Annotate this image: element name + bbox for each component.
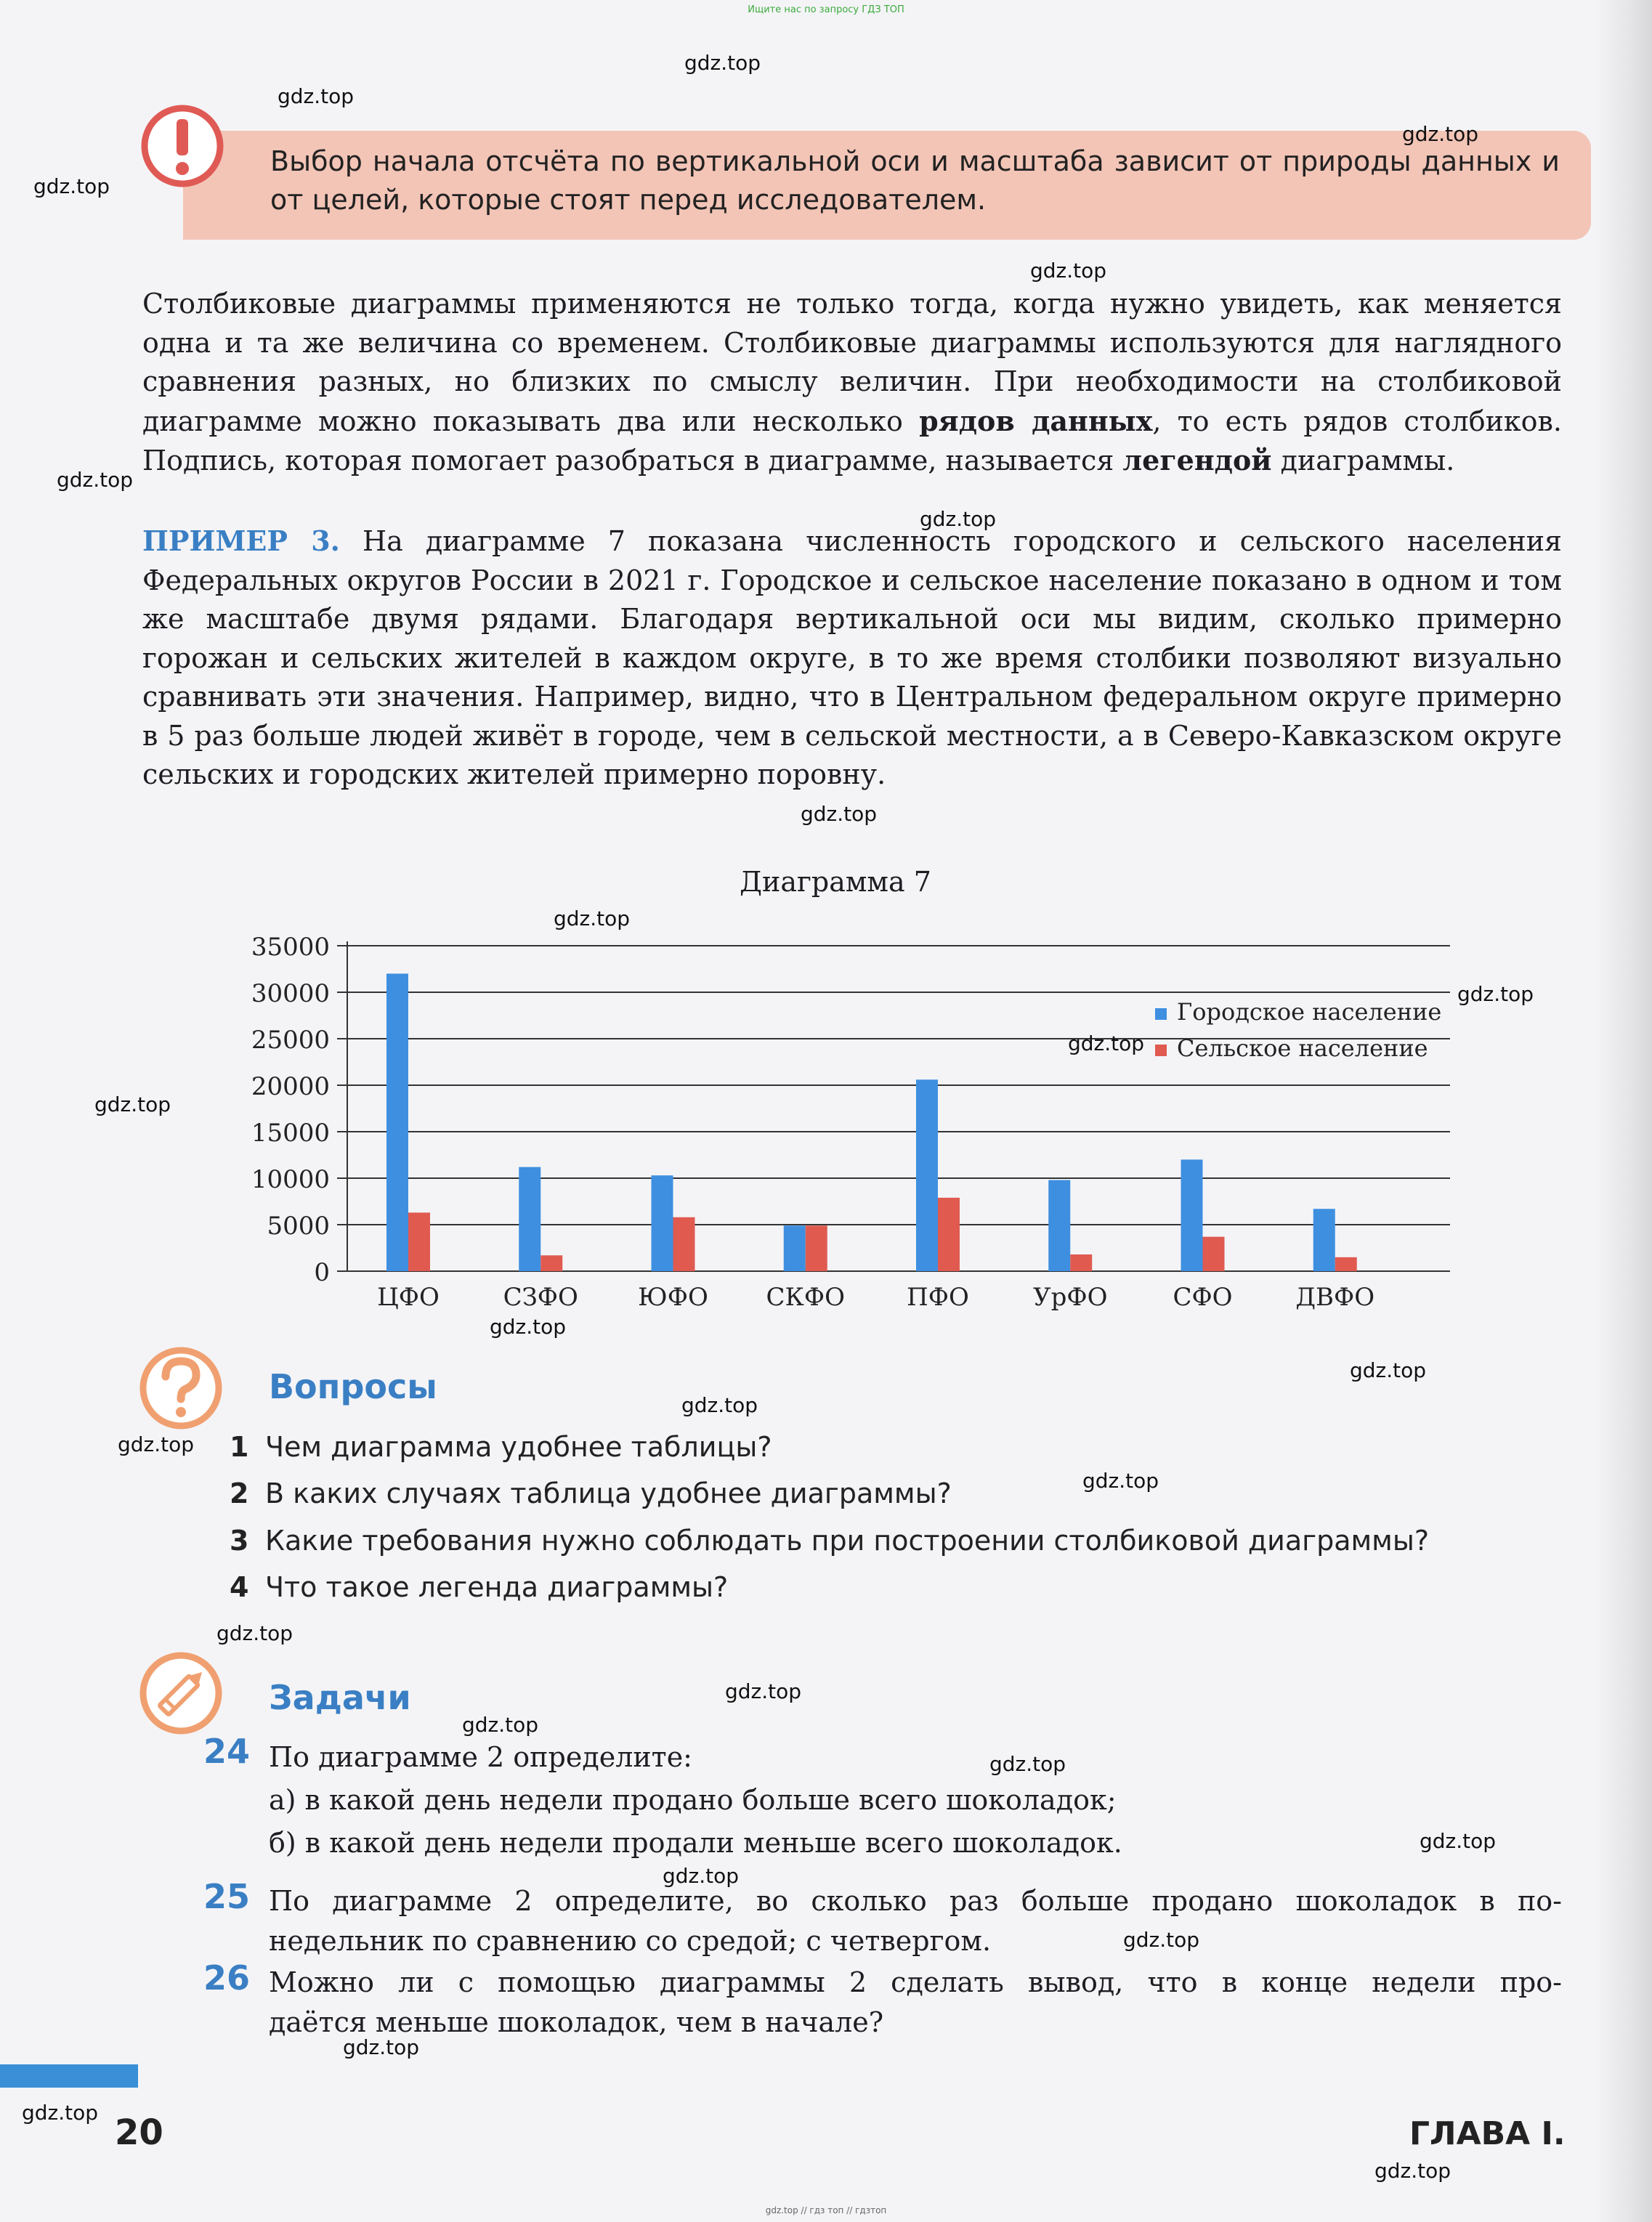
question-circle-icon xyxy=(137,1344,225,1432)
chapter-label: ГЛАВА I. xyxy=(1409,2115,1566,2152)
y-tick-label: 5000 xyxy=(267,1212,330,1241)
bar xyxy=(1181,1159,1203,1271)
question-text: Что такое легенда диаграммы? xyxy=(265,1571,729,1603)
x-tick-label: ЦФО xyxy=(377,1283,440,1312)
watermark: gdz.top xyxy=(1068,1031,1145,1055)
bar xyxy=(916,1079,938,1271)
legend-swatch xyxy=(1155,1045,1167,1056)
question-number: 3 xyxy=(230,1525,249,1557)
watermark: gdz.top xyxy=(216,1621,293,1645)
task-text: даётся меньше шоколадок, чем в начале? xyxy=(269,2006,884,2038)
question-number: 1 xyxy=(230,1431,249,1463)
bar xyxy=(1335,1257,1357,1271)
task-text: недельник по сравнению со средой; с четвергом. xyxy=(269,1925,992,1957)
bar xyxy=(386,973,408,1271)
bar xyxy=(540,1255,562,1271)
page-tab-bar xyxy=(0,2064,138,2088)
y-tick-label: 35000 xyxy=(251,933,330,962)
watermark: gdz.top xyxy=(684,51,761,75)
watermark: gdz.top xyxy=(22,2101,99,2125)
bar xyxy=(1313,1209,1335,1271)
bar xyxy=(784,1225,806,1271)
task-text: По диаграмме 2 определите: xyxy=(269,1741,692,1773)
watermark: gdz.top xyxy=(681,1393,758,1417)
watermark: gdz.top xyxy=(278,84,355,108)
watermark: gdz.top xyxy=(801,802,878,826)
question-number: 2 xyxy=(230,1477,249,1509)
watermark: gdz.top xyxy=(462,1713,539,1737)
task-text: По диаграмме 2 определите, во сколько раз больше продано шоколадок в по- xyxy=(269,1885,1562,1917)
example-label: ПРИМЕР 3. xyxy=(142,524,340,557)
question-text: Какие требования нужно соблюдать при построении столбиковой диаграммы? xyxy=(265,1525,1429,1557)
watermark: gdz.top xyxy=(1420,1829,1497,1853)
bar xyxy=(1048,1180,1070,1271)
task-text: б) в какой день недели продали меньше всего шоколадок. xyxy=(269,1827,1122,1859)
task-text: Можно ли с помощью диаграммы 2 сделать вывод, что в конце недели про- xyxy=(269,1966,1562,1998)
warning-text: Выбор начала отсчёта по вертикальной оси и масштаба зависит от природы данных и от целей, которые стоят перед исследователем. xyxy=(270,145,1560,216)
watermark: gdz.top xyxy=(343,2035,420,2059)
legend-swatch xyxy=(1155,1008,1167,1020)
watermark: gdz.top xyxy=(554,907,631,930)
bar xyxy=(652,1175,673,1271)
legend-label: Сельское население xyxy=(1177,1034,1428,1062)
bar xyxy=(519,1167,540,1271)
watermark: gdz.top xyxy=(1402,122,1479,146)
x-tick-label: СКФО xyxy=(766,1283,845,1312)
x-tick-label: ЮФО xyxy=(638,1283,708,1312)
watermark: gdz.top xyxy=(57,468,134,492)
y-tick-label: 15000 xyxy=(251,1119,330,1148)
question-text: Чем диаграмма удобнее таблицы? xyxy=(265,1431,772,1463)
footer-note: gdz.top // гдз топ // гдзтоп xyxy=(765,2205,887,2215)
question-number: 4 xyxy=(230,1571,249,1603)
intro-paragraph: Столбиковые диаграммы применяются не только тогда, когда нужно увидеть, как меняется одна и та же величина со временем. Столбиковые диаграммы используются для наглядного сравнения разных, но близких по смыслу величин. При необходимости на столбиковой диаграмме можно показывать два или несколько рядов данных, то есть рядов столбиков. Подпись, которая помогает разобраться в диаграмме, называется легендой диаграммы. xyxy=(142,288,1563,477)
questions-title: Вопросы xyxy=(269,1367,437,1406)
example-paragraph: ПРИМЕР 3. На диаграмме 7 показана численность городского и сельского населения Федеральных округов России в 2021 г. Городское и сельское население показано в одном и том же масштабе двумя рядами. Благодаря вертикальной оси мы видим, сколько примерно горожан и сельских жителей в каждом округе, в то же время столбики позволяют визуально сравнивать эти значения. Например, видно, что в Центральном федеральном округе примерно в 5 раз больше людей живёт в городе, чем в сельской местности, а в Северо-Кавказском округе сельских и городских жителей примерно поровну. xyxy=(142,524,1562,790)
watermark: gdz.top xyxy=(989,1752,1066,1776)
watermark: gdz.top xyxy=(1123,1928,1200,1952)
watermark: gdz.top xyxy=(1374,2159,1451,2183)
task-number: 24 xyxy=(203,1732,251,1771)
y-tick-label: 0 xyxy=(314,1258,330,1287)
x-tick-label: ДВФО xyxy=(1295,1283,1375,1312)
watermark: gdz.top xyxy=(1082,1469,1159,1493)
page-number: 20 xyxy=(115,2112,163,2153)
watermark: gdz.top xyxy=(663,1864,740,1888)
watermark: gdz.top xyxy=(94,1092,171,1116)
legend-label: Городское население xyxy=(1177,998,1442,1026)
question-text: В каких случаях таблица удобнее диаграммы? xyxy=(265,1477,952,1509)
task-text: а) в какой день недели продано больше всего шоколадок; xyxy=(269,1784,1117,1816)
tasks-title: Задачи xyxy=(269,1678,411,1717)
watermark: gdz.top xyxy=(1350,1358,1427,1382)
watermark: gdz.top xyxy=(118,1432,195,1456)
bar xyxy=(938,1198,960,1271)
watermark: gdz.top xyxy=(920,507,997,531)
x-tick-label: СФО xyxy=(1173,1283,1233,1312)
watermark: gdz.top xyxy=(33,174,110,198)
chart-title: Диаграмма 7 xyxy=(740,866,931,898)
y-tick-label: 30000 xyxy=(251,979,330,1008)
x-tick-label: СЗФО xyxy=(503,1283,578,1312)
x-tick-label: ПФО xyxy=(907,1283,969,1312)
bar xyxy=(673,1217,695,1271)
bar xyxy=(806,1225,827,1271)
task-number: 26 xyxy=(203,1958,251,1998)
y-tick-label: 25000 xyxy=(251,1026,330,1055)
bar xyxy=(1070,1254,1092,1271)
watermark: gdz.top xyxy=(1030,259,1107,283)
task-number: 25 xyxy=(203,1877,251,1916)
bar xyxy=(1203,1237,1225,1271)
pencil-circle-icon xyxy=(137,1649,225,1738)
watermark: gdz.top xyxy=(1457,982,1534,1006)
x-tick-label: УрФО xyxy=(1033,1283,1108,1312)
header-note: Ищите нас по запросу ГДЗ ТОП xyxy=(748,4,904,15)
watermark: gdz.top xyxy=(725,1679,802,1703)
watermark: gdz.top xyxy=(490,1315,567,1339)
y-tick-label: 10000 xyxy=(251,1165,330,1194)
y-tick-label: 20000 xyxy=(251,1072,330,1101)
bar xyxy=(408,1212,430,1271)
